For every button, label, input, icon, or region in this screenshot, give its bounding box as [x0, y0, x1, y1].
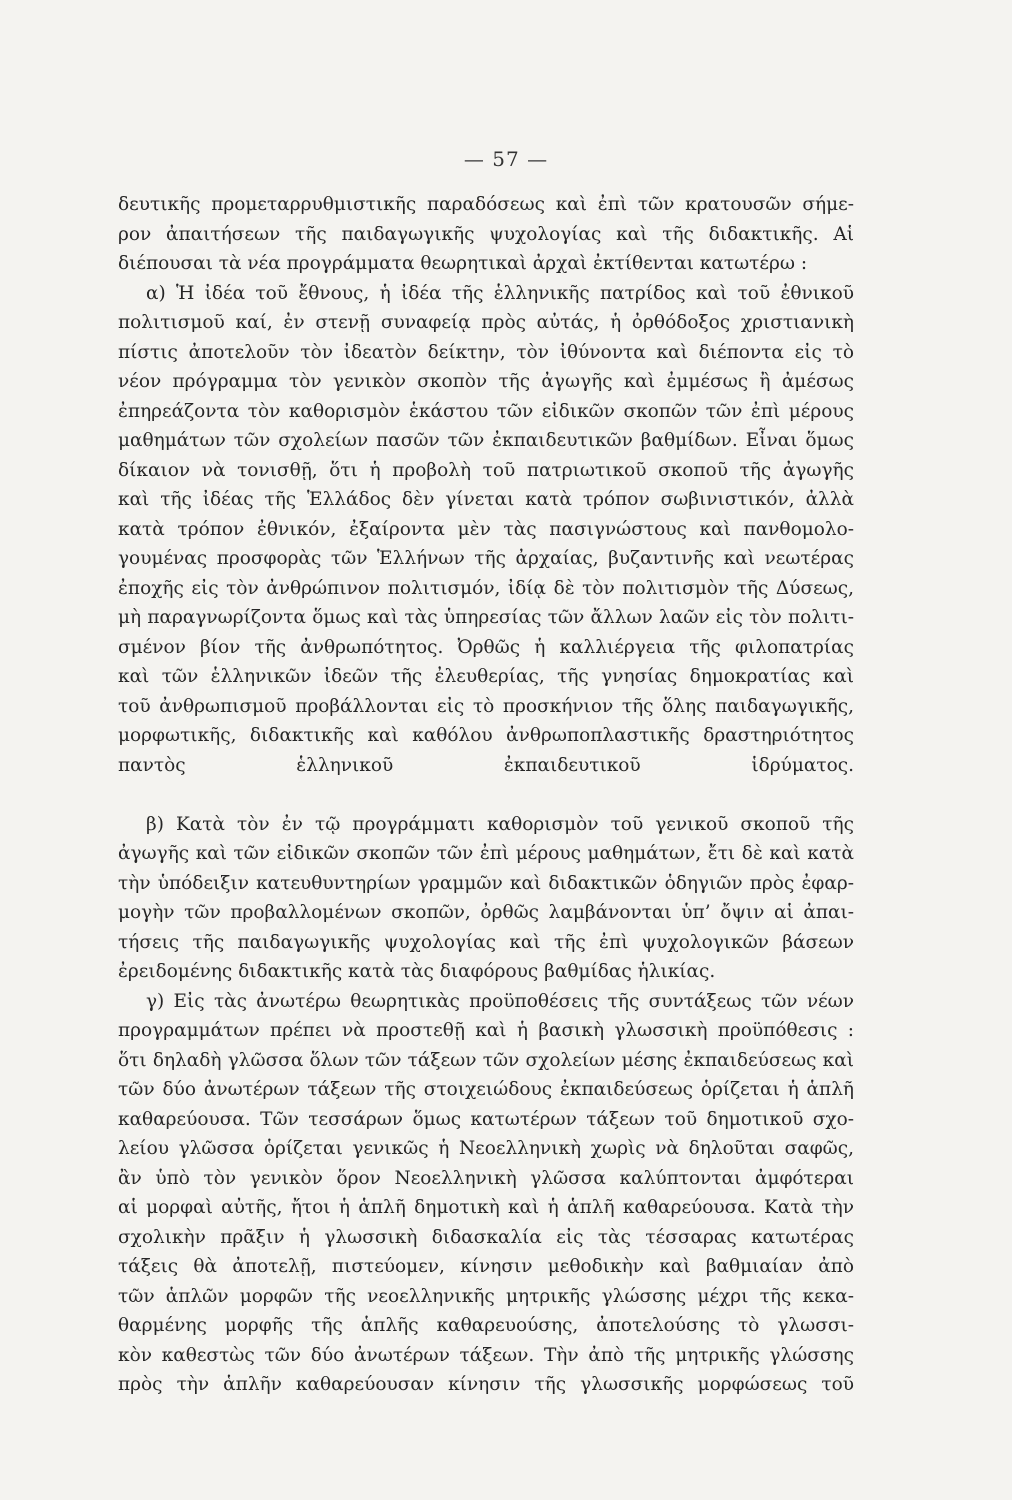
- text-line: τάξεις θὰ ἀποτελῇ, πιστεύομεν, κίνησιν μεθοδικὴν καὶ βαθμιαίαν ἀπὸ: [118, 1256, 854, 1277]
- text-line: ὅτι δηλαδὴ γλῶσσα ὅλων τῶν τάξεων τῶν σχολείων μέσης ἐκπαιδεύσεως καὶ: [118, 1049, 854, 1071]
- text-line: τήσεις τῆς παιδαγωγικῆς ψυχολογίας καὶ τῆς ἐπὶ ψυχολογικῶν βάσεων: [118, 931, 854, 953]
- text-line: σμένον βίον τῆς ἀνθρωπότητος. Ὀρθῶς ἡ καλλιέργεια τῆς φιλοπατρίας: [118, 636, 854, 658]
- text-line: λείου γλῶσσα ὁρίζεται γενικῶς ἡ Νεοελληνικὴ χωρὶς νὰ δηλοῦται σαφῶς,: [118, 1138, 854, 1159]
- text-line: δίκαιον νὰ τονισθῇ, ὅτι ἡ προβολὴ τοῦ πατριωτικοῦ σκοποῦ τῆς ἀγωγῆς: [118, 459, 854, 481]
- text-line: ἂν ὑπὸ τὸν γενικὸν ὅρον Νεοελληνικὴ γλῶσσα καλύπτονται ἀμφότεραι: [118, 1167, 854, 1189]
- text-line: καὶ τῆς ἰδέας τῆς Ἑλλάδος δὲν γίνεται κατὰ τρόπον σωβινιστικόν, ἀλλὰ: [118, 489, 854, 510]
- text-line: καὶ τῶν ἑλληνικῶν ἰδεῶν τῆς ἐλευθερίας, τῆς γνησίας δημοκρατίας καὶ: [118, 666, 854, 687]
- text-line: σχολικὴν πρᾶξιν ἡ γλωσσικὴ διδασκαλία εἰς τὰς τέσσαρας κατωτέρας: [118, 1226, 854, 1248]
- text-line: ἐπηρεάζοντα τὸν καθορισμὸν ἑκάστου τῶν εἰδικῶν σκοπῶν τῶν ἐπὶ μέρους: [118, 400, 854, 422]
- paragraph-a: [118, 279, 854, 810]
- page-number: — 57 —: [463, 147, 549, 171]
- text-line: παντὸς ἑλληνικοῦ ἐκπαιδευτικοῦ ἱδρύματος.: [118, 754, 854, 776]
- body-text: [118, 190, 854, 1400]
- text-line: μὴ παραγνωρίζοντα ὅμως καὶ τὰς ὑπηρεσίας τῶν ἄλλων λαῶν εἰς τὸν πολιτι-: [118, 607, 854, 628]
- text-line: α) Ἡ ἰδέα τοῦ ἔθνους, ἡ ἰδέα τῆς ἑλληνικῆς πατρίδος καὶ τοῦ ἐθνικοῦ: [146, 282, 854, 304]
- text-line: ἐρειδομένης διδακτικῆς κατὰ τὰς διαφόρους βαθμίδας ἡλικίας.: [118, 961, 716, 982]
- text-line: τῶν ἁπλῶν μορφῶν τῆς νεοελληνικῆς μητρικῆς γλώσσης μέχρι τῆς κεκα-: [118, 1285, 854, 1307]
- text-line: γ) Εἰς τὰς ἀνωτέρω θεωρητικὰς προϋποθέσεις τῆς συντάξεως τῶν νέων: [146, 990, 854, 1012]
- text-line: τοῦ ἀνθρωπισμοῦ προβάλλονται εἰς τὸ προσκήνιον τῆς ὅλης παιδαγωγικῆς,: [118, 695, 854, 717]
- text-line: τῶν δύο ἀνωτέρων τάξεων τῆς στοιχειώδους ἐκπαιδεύσεως ὁρίζεται ἡ ἁπλῆ: [118, 1079, 854, 1100]
- text-line: θαρμένης μορφῆς τῆς ἁπλῆς καθαρευούσης, ἀποτελούσης τὸ γλωσσι-: [118, 1315, 854, 1336]
- text-line: β) Κατὰ τὸν ἐν τῷ προγράμματι καθορισμὸν τοῦ γενικοῦ σκοποῦ τῆς: [146, 813, 854, 835]
- text-line: καθαρεύουσα. Τῶν τεσσάρων ὅμως κατωτέρων τάξεων τοῦ δημοτικοῦ σχο-: [118, 1108, 854, 1130]
- text-line: προγραμμάτων πρέπει νὰ προστεθῇ καὶ ἡ βασικὴ γλωσσικὴ προϋπόθεσις :: [118, 1020, 854, 1041]
- text-line: πρὸς τὴν ἁπλῆν καθαρεύουσαν κίνησιν τῆς γλωσσικῆς μορφώσεως τοῦ: [118, 1374, 854, 1395]
- text-line: διέπουσαι τὰ νέα προγράμματα θεωρητικαὶ ἀρχαὶ ἐκτίθενται κατωτέρω :: [118, 253, 808, 274]
- paragraph-b: [118, 810, 854, 987]
- text-line: μογὴν τῶν προβαλλομένων σκοπῶν, ὀρθῶς λαμβάνονται ὑπ’ ὄψιν αἱ ἀπαι-: [118, 902, 854, 923]
- text-line: δευτικῆς προμεταρρυθμιστικῆς παραδόσεως καὶ ἐπὶ τῶν κρατουσῶν σήμε-: [118, 194, 854, 215]
- text-line: κατὰ τρόπον ἐθνικόν, ἐξαίροντα μὲν τὰς πασιγνώστους καὶ πανθομολο-: [118, 518, 854, 540]
- text-line: αἱ μορφαὶ αὐτῆς, ἤτοι ἡ ἁπλῆ δημοτικὴ καὶ ἡ ἁπλῆ καθαρεύουσα. Κατὰ τὴν: [118, 1197, 854, 1218]
- text-line: ἀγωγῆς καὶ τῶν εἰδικῶν σκοπῶν τῶν ἐπὶ μέρους μαθημάτων, ἔτι δὲ καὶ κατὰ: [118, 843, 854, 864]
- text-line: πολιτισμοῦ καί, ἐν στενῇ συναφείᾳ πρὸς αὐτάς, ἡ ὀρθόδοξος χριστιανικὴ: [118, 312, 854, 333]
- text-line: κὸν καθεστὼς τῶν δύο ἀνωτέρων τάξεων. Τὴν ἀπὸ τῆς μητρικῆς γλώσσης: [118, 1344, 854, 1366]
- text-line: γουμένας προσφορὰς τῶν Ἑλλήνων τῆς ἀρχαίας, βυζαντινῆς καὶ νεωτέρας: [118, 548, 854, 569]
- text-line: νέον πρόγραμμα τὸν γενικὸν σκοπὸν τῆς ἀγωγῆς καὶ ἐμμέσως ἢ ἀμέσως: [118, 371, 854, 392]
- paragraph-c: [118, 987, 854, 1400]
- text-line: μαθημάτων τῶν σχολείων πασῶν τῶν ἐκπαιδευτικῶν βαθμίδων. Εἶναι ὅμως: [118, 430, 854, 451]
- text-line: ρον ἀπαιτήσεων τῆς παιδαγωγικῆς ψυχολογίας καὶ τῆς διδακτικῆς. Αἱ: [118, 223, 854, 245]
- text-line: [118, 780, 854, 810]
- text-line: τὴν ὑπόδειξιν κατευθυντηρίων γραμμῶν καὶ διδακτικῶν ὁδηγιῶν πρὸς ἐφαρ-: [118, 872, 854, 894]
- text-line: μορφωτικῆς, διδακτικῆς καὶ καθόλου ἀνθρωποπλαστικῆς δραστηριότητος: [118, 725, 854, 746]
- text-line: ἐποχῆς εἰς τὸν ἀνθρώπινον πολιτισμόν, ἰδίᾳ δὲ τὸν πολιτισμὸν τῆς Δύσεως,: [118, 577, 854, 599]
- paragraph-intro: [118, 190, 854, 279]
- text-line: πίστις ἀποτελοῦν τὸν ἰδεατὸν δείκτην, τὸν ἰθύνοντα καὶ διέποντα εἰς τὸ: [118, 341, 854, 363]
